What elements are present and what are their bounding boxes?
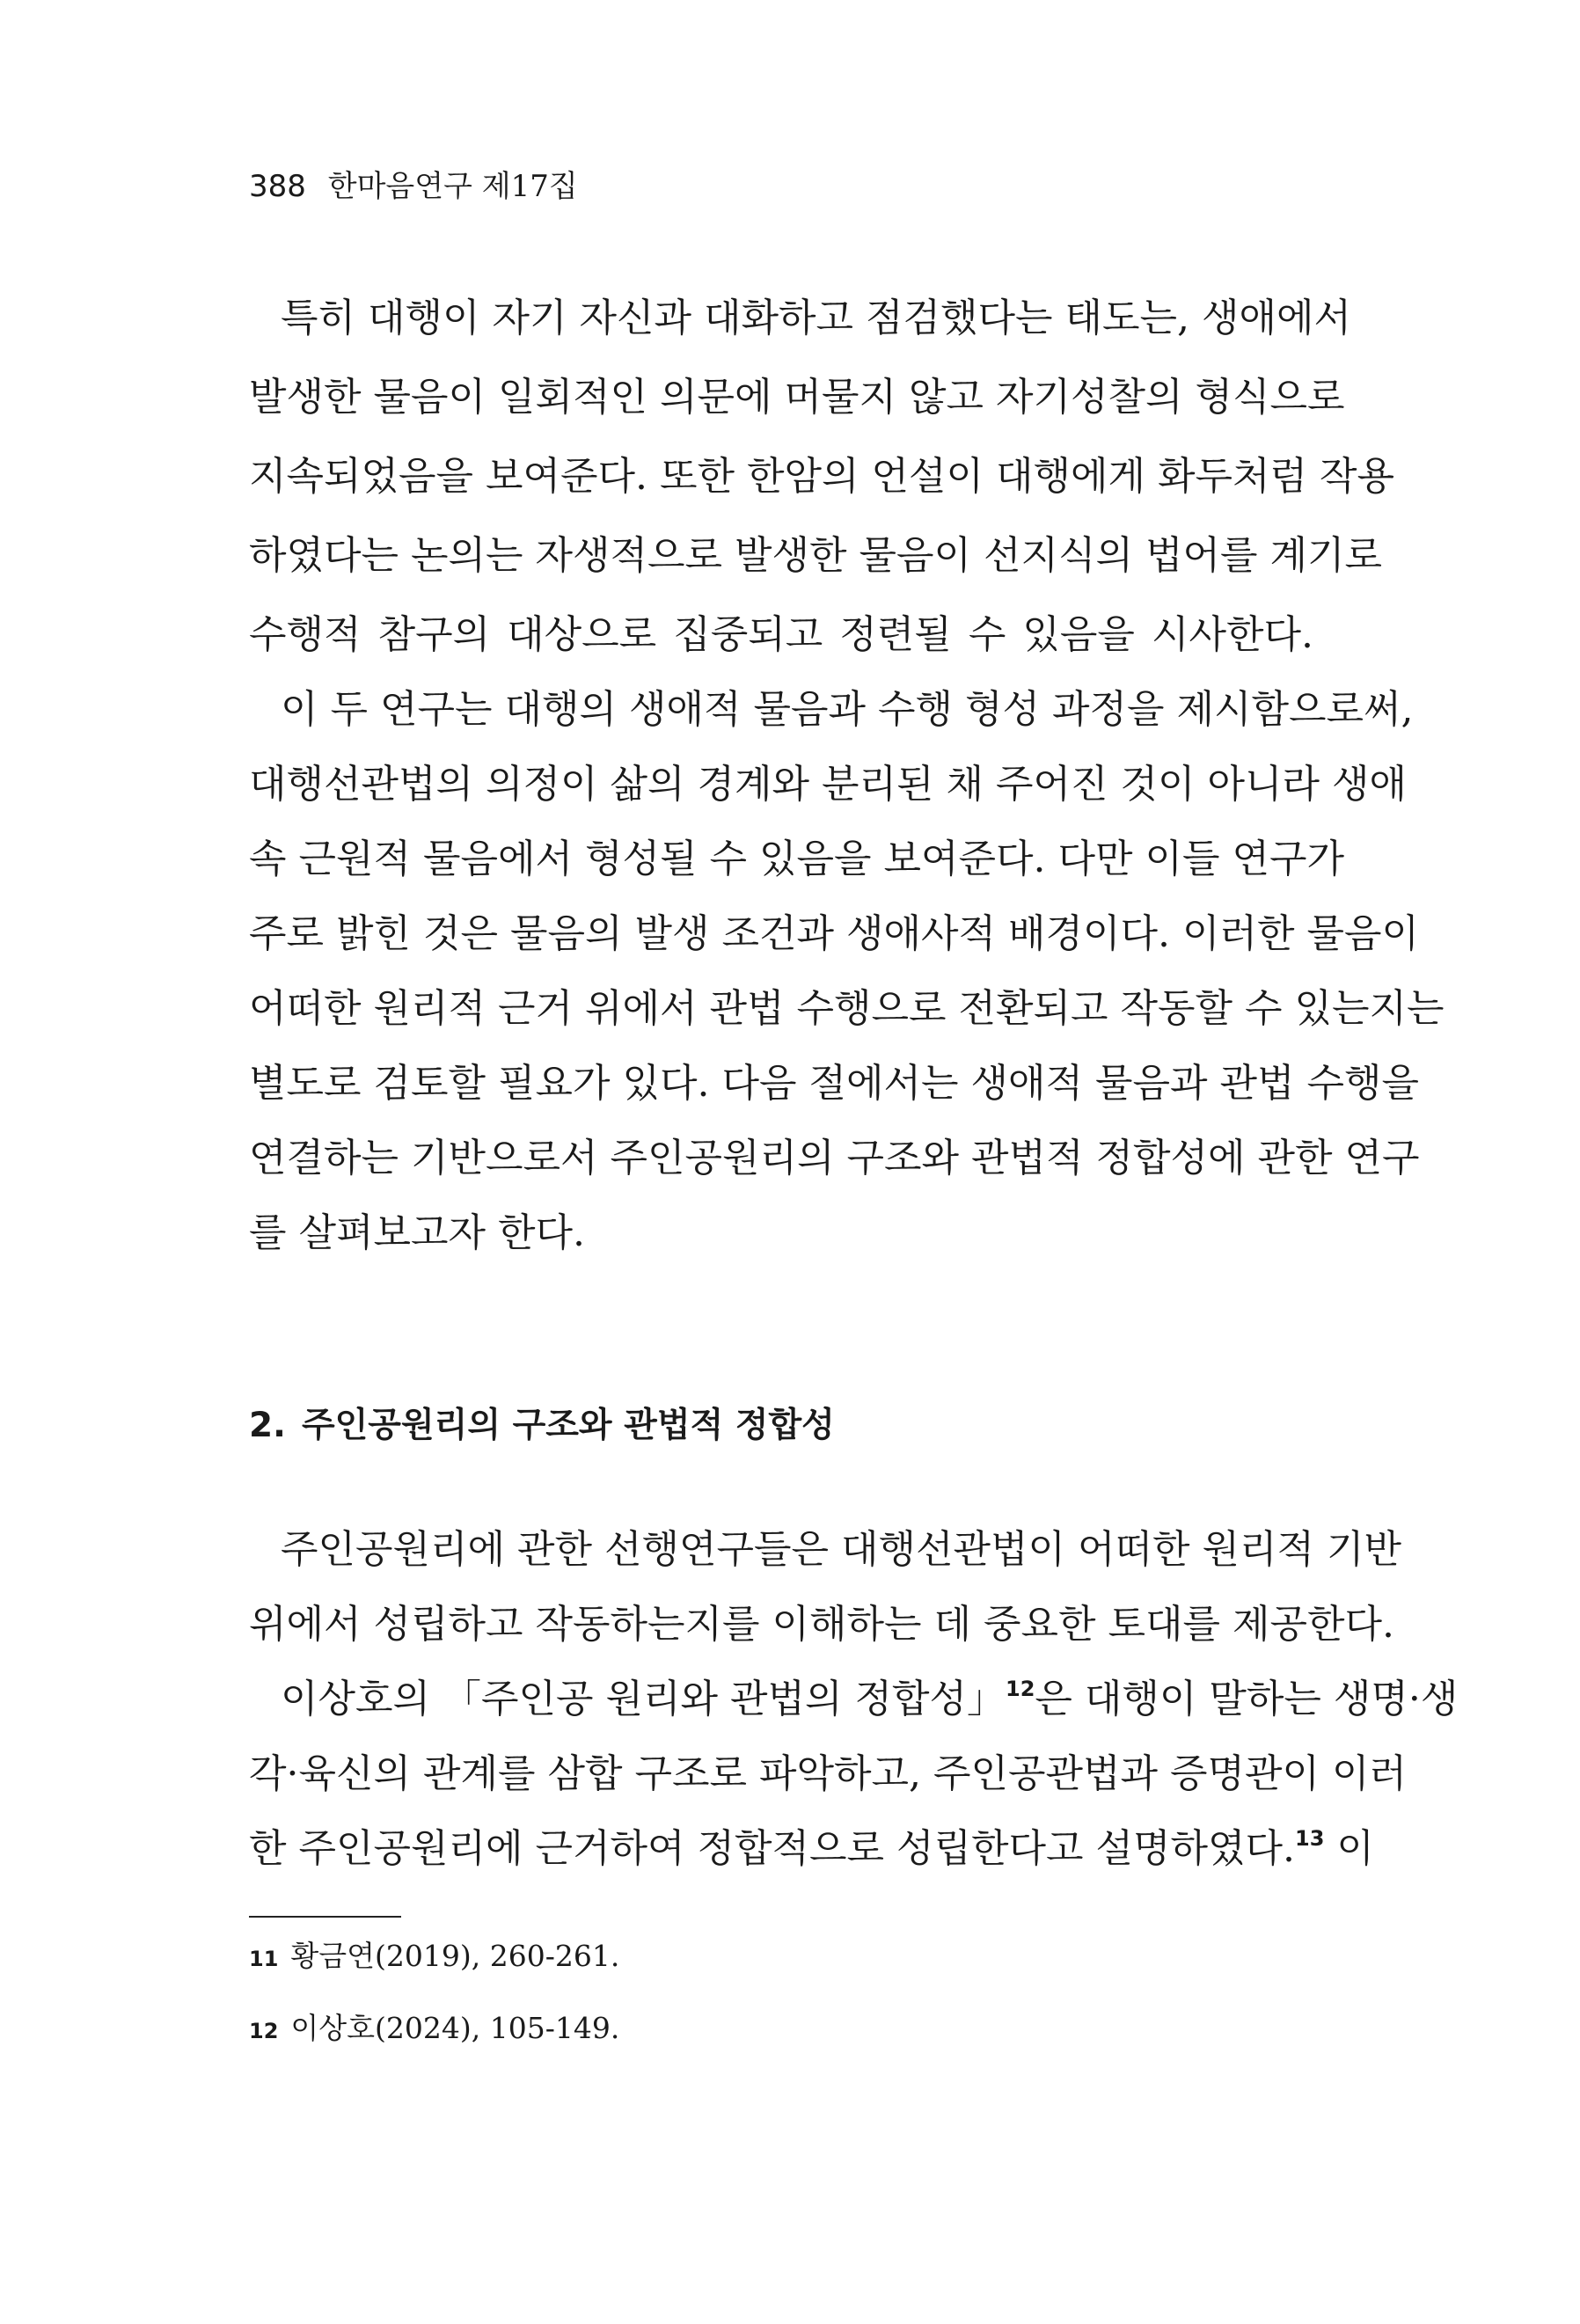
text-line: 연결하는 기반으로서 주인공원리의 구조와 관법적 정합성에 관한 연구 bbox=[249, 1136, 1420, 1180]
footnote-ref-13[interactable]: 13 bbox=[1295, 1826, 1325, 1851]
text-line: 하였다는 논의는 자생적으로 발생한 물음이 선지식의 법어를 계기로 bbox=[249, 533, 1383, 578]
section-heading bbox=[249, 1401, 835, 1451]
footnote-text: 이상호(2024), 105-149. bbox=[290, 2011, 620, 2045]
page-number: 388 bbox=[249, 169, 306, 204]
line-text: 이상호의 「주인공 원리와 관법의 정합성」 bbox=[281, 1677, 1006, 1721]
text-line bbox=[249, 1818, 1374, 1880]
line-text: 한 주인공원리에 근거하여 정합적으로 성립한다고 설명하였다. bbox=[249, 1826, 1296, 1871]
text-line: 대행선관법의 의정이 삶의 경계와 분리된 채 주어진 것이 아니라 생애 bbox=[249, 762, 1407, 807]
text-line: 별도로 검토할 필요가 있다. 다음 절에서는 생애적 물음과 관법 수행을 bbox=[249, 1061, 1419, 1106]
text-line: 어떠한 원리적 근거 위에서 관법 수행으로 전환되고 작동할 수 있는지는 bbox=[249, 986, 1445, 1031]
section-title: 주인공원리의 구조와 관법적 정합성 bbox=[301, 1406, 835, 1445]
text-line: 수행적 참구의 대상으로 집중되고 정련될 수 있음을 시사한다. bbox=[249, 612, 1313, 657]
text-line: 특히 대행이 자기 자신과 대화하고 점검했다는 태도는, 생애에서 bbox=[281, 296, 1351, 340]
text-line: 위에서 성립하고 작동하는지를 이해하는 데 중요한 토대를 제공한다. bbox=[249, 1602, 1394, 1647]
text-line: 주로 밝힌 것은 물음의 발생 조건과 생애사적 배경이다. 이러한 물음이 bbox=[249, 911, 1419, 956]
text-line: 이 두 연구는 대행의 생애적 물음과 수행 형성 과정을 제시함으로써, bbox=[281, 687, 1414, 732]
footnote-text: 황금연(2019), 260-261. bbox=[290, 1939, 620, 1973]
text-line: 를 살펴보고자 한다. bbox=[249, 1210, 585, 1255]
line-text: 이 bbox=[1324, 1826, 1374, 1871]
text-line: 각·육신의 관계를 삼합 구조로 파악하고, 주인공관법과 증명관이 이러 bbox=[249, 1751, 1407, 1796]
footnote-divider bbox=[249, 1916, 401, 1918]
footnote-number: 12 bbox=[249, 2019, 279, 2043]
text-line: 발생한 물음이 일회적인 의문에 머물지 않고 자기성찰의 형식으로 bbox=[249, 375, 1345, 420]
journal-title: 한마음연구 제17집 bbox=[327, 169, 578, 204]
line-text: 은 대행이 말하는 생명·생 bbox=[1035, 1677, 1459, 1721]
footnote-number: 11 bbox=[249, 1947, 279, 1971]
section-number: 2. bbox=[249, 1406, 286, 1445]
text-line bbox=[249, 1669, 1459, 1730]
text-line: 주인공원리에 관한 선행연구들은 대행선관법이 어떠한 원리적 기반 bbox=[281, 1527, 1402, 1572]
footnote-ref-12[interactable]: 12 bbox=[1006, 1677, 1035, 1701]
footnote-11 bbox=[249, 1935, 619, 1980]
footnote-12 bbox=[249, 2007, 619, 2052]
text-line: 지속되었음을 보여준다. 또한 한암의 언설이 대행에게 화두처럼 작용 bbox=[249, 454, 1394, 499]
running-head bbox=[249, 165, 578, 208]
text-line: 속 근원적 물음에서 형성될 수 있음을 보여준다. 다만 이들 연구가 bbox=[249, 837, 1344, 881]
